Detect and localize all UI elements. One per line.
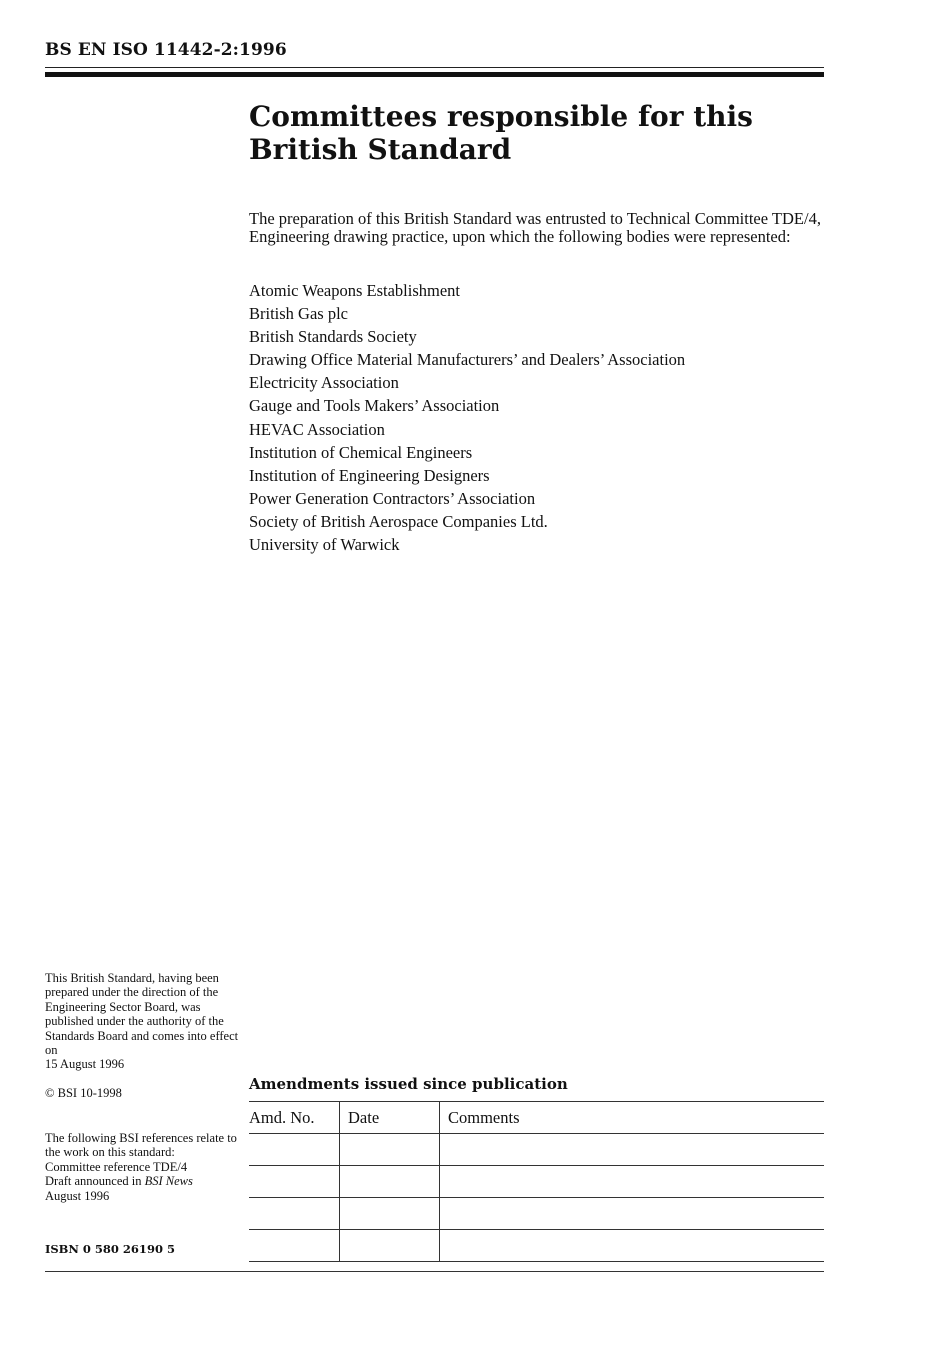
draft-publication: BSI News [144,1174,193,1189]
publication-note [45,971,250,1072]
committee-reference: Committee reference TDE/4 [45,1159,188,1174]
table-cell [340,1134,440,1166]
table-cell [440,1134,825,1166]
table-header-row [249,1102,824,1134]
table-row [249,1198,824,1230]
amendments-title: Amendments issued since publication [249,1075,568,1093]
list-item: Electricity Association [249,373,399,393]
list-item: Atomic Weapons Establishment [249,281,461,300]
references-intro: The following BSI references relate to the work on this standard: [45,1131,237,1160]
list-item: British Gas plc [249,304,348,324]
table-cell [340,1230,440,1262]
table-cell [440,1198,825,1230]
table-cell [249,1166,340,1198]
draft-prefix: Draft announced in [45,1174,142,1189]
column-header-amd-no: Amd. No. [249,1102,340,1134]
amendments-table [249,1101,824,1262]
column-header-date: Date [340,1102,440,1134]
copyright-notice: © BSI 10-1998 [45,1086,122,1100]
bsi-references [45,1131,250,1203]
list-item: Gauge and Tools Makers’ Association [249,396,500,416]
represented-bodies-list [249,281,685,558]
table-cell [440,1230,825,1262]
list-item: University of Warwick [249,535,400,555]
intro-paragraph: The preparation of this British Standard was entrusted to Technical Committee TDE/4, Engineering drawing practice, upon which the following bodies were represented: [249,209,821,246]
table-cell [249,1198,340,1230]
table-cell [249,1230,340,1262]
page-title: Committees responsible for this British Standard [249,100,753,166]
footer-rule [45,1271,824,1272]
publication-note-text: This British Standard, having been prepared under the direction of the Engineering Sector Board, was published under the authority of the Standards Board and comes into effect on [45,971,239,1058]
table-cell [340,1198,440,1230]
table-row [249,1134,824,1166]
list-item: Power Generation Contractors’ Association [249,488,536,508]
table-row [249,1230,824,1262]
draft-date: August 1996 [45,1188,110,1203]
list-item: Society of British Aerospace Companies Ltd. [249,511,548,531]
table-cell [440,1166,825,1198]
table-cell [249,1134,340,1166]
table-row [249,1166,824,1198]
list-item: Drawing Office Material Manufacturers’ and Dealers’ Association [249,350,686,370]
list-item: Institution of Engineering Designers [249,465,490,485]
list-item: British Standards Society [249,327,417,347]
header-rule-thick [45,72,824,77]
effective-date: 15 August 1996 [45,1057,125,1072]
isbn: ISBN 0 580 26190 5 [45,1242,175,1256]
header-rule-thin [45,67,824,68]
column-header-comments: Comments [440,1102,825,1134]
table-cell [340,1166,440,1198]
list-item: HEVAC Association [249,419,385,439]
document-code: BS EN ISO 11442-2:1996 [45,40,287,60]
list-item: Institution of Chemical Engineers [249,442,473,462]
